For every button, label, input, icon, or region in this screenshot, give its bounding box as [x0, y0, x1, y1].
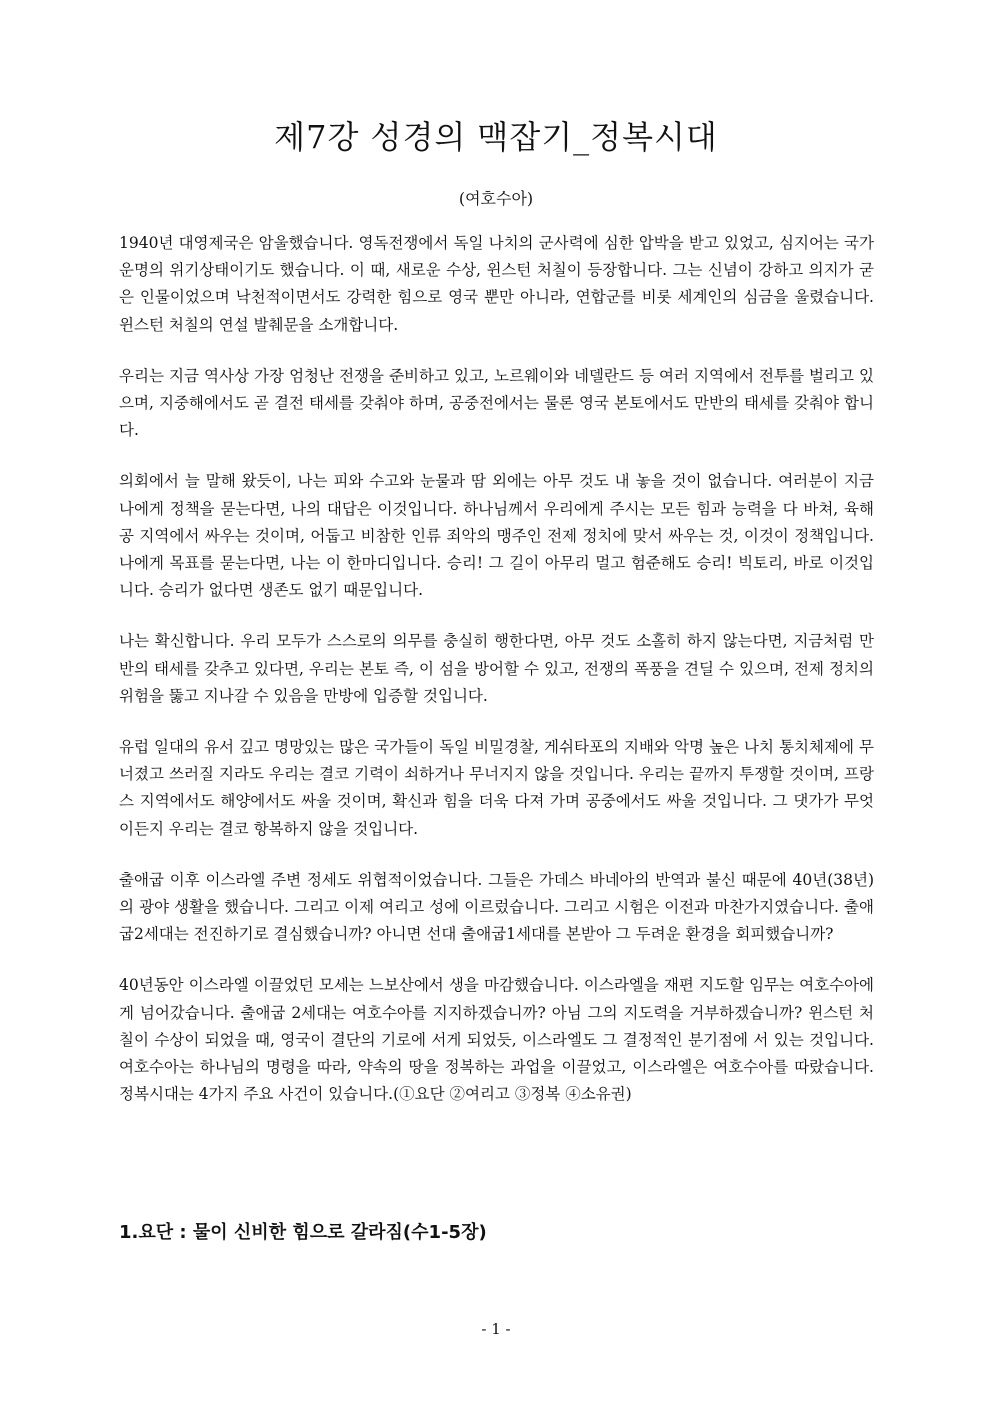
page-subtitle: (여호수아)	[458, 189, 534, 208]
body-text	[119, 230, 874, 1132]
paragraph-1: 1940년 대영제국은 암울했습니다. 영독전쟁에서 독일 나치의 군사력에 심한 압박을 받고 있었고, 심지어는 국가 운명의 위기상태이기도 했습니다. 이 때, 새로운 수상, 윈스턴 처칠이 등장합니다. 그는 신념이 강하고 의지가 굳은 인물이었으며 낙천적이면서도 강력한 힘으로 영국 뿐만 아니라, 연합군를 비롯 세계인의 심금을 울렸습니다. 윈스턴 처칠의 연설 발췌문을 소개합니다.	[119, 234, 874, 334]
paragraph-6: 출애굽 이후 이스라엘 주변 정세도 위협적이었습니다. 그들은 가데스 바네아의 반역과 불신 때문에 40년(38년)의 광야 생활을 했습니다. 그리고 이제 여리고 성에 이르렀습니다. 그리고 시험은 이전과 마찬가지였습니다. 출애굽2세대는 전진하기로 결심했습니까? 아니면 선대 출애굽1세대를 본받아 그 두려운 환경을 회피했습니까?	[119, 870, 874, 944]
paragraph-7: 40년동안 이스라엘 이끌었던 모세는 느보산에서 생을 마감했습니다. 이스라엘을 재편 지도할 임무는 여호수아에게 넘어갔습니다. 출애굽 2세대는 여호수아를 지지하겠습니까? 아님 그의 지도력을 거부하겠습니까? 윈스턴 처칠이 수상이 되었을 때, 영국이 결단의 기로에 서게 되었듯, 이스라엘도 그 결정적인 분기점에 서 있는 것입니다. 여호수아는 하나님의 명령을 따라, 약속의 땅을 정복하는 과업을 이끌었고, 이스라엘은 여호수아를 따랐습니다. 정복시대는 4가지 주요 사건이 있습니다.(①요단 ②여리고 ③정복 ④소유권)	[119, 976, 874, 1104]
paragraph-3: 의회에서 늘 말해 왔듯이, 나는 피와 수고와 눈물과 땀 외에는 아무 것도 내 놓을 것이 없습니다. 여러분이 지금 나에게 정책을 묻는다면, 나의 대답은 이것입니다. 하나님께서 우리에게 주시는 모든 힘과 능력을 다 바쳐, 육해공 지역에서 싸우는 것이며, 어둡고 비참한 인류 죄악의 맹주인 전제 정치에 맞서 싸우는 것, 이것이 정책입니다. 나에게 목표를 묻는다면, 나는 이 한마디입니다. 승리! 그 길이 아무리 멀고 험준해도 승리! 빅토리, 바로 이것입니다. 승리가 없다면 생존도 없기 때문입니다.	[119, 472, 874, 600]
paragraph-2: 우리는 지금 역사상 가장 엄청난 전쟁을 준비하고 있고, 노르웨이와 네델란드 등 여러 지역에서 전투를 벌리고 있으며, 지중해에서도 곧 결전 태세를 갖춰야 하며, 공중전에서는 물론 영국 본토에서도 만반의 태세를 갖춰야 합니다.	[119, 366, 874, 440]
page-number: - 1 -	[481, 1320, 511, 1338]
paragraph-4: 나는 확신합니다. 우리 모두가 스스로의 의무를 충실히 행한다면, 아무 것도 소홀히 하지 않는다면, 지금처럼 만반의 태세를 갖추고 있다면, 우리는 본토 즉, 이 섬을 방어할 수 있고, 전쟁의 폭풍을 견딜 수 있으며, 전제 정치의 위험을 뚫고 지나갈 수 있음을 만방에 입증할 것입니다.	[119, 632, 874, 705]
page-title: 제7강 성경의 맥잡기_정복시대	[274, 118, 718, 156]
section-heading: 1.요단 : 물이 신비한 힘으로 갈라짐(수1-5장)	[119, 1222, 487, 1243]
paragraph-5: 유럽 일대의 유서 깊고 명망있는 많은 국가들이 독일 비밀경찰, 게쉬타포의 지배와 악명 높은 나치 통치체제에 무너졌고 쓰러질 지라도 우리는 결코 기력이 쇠하거나 무너지지 않을 것입니다. 우리는 끝까지 투쟁할 것이며, 프랑스 지역에서도 해양에서도 싸울 것이며, 확신과 힘을 더욱 다져 가며 공중에서도 싸울 것입니다. 그 댓가가 무엇이든지 우리는 결코 항복하지 않을 것입니다.	[119, 738, 874, 838]
